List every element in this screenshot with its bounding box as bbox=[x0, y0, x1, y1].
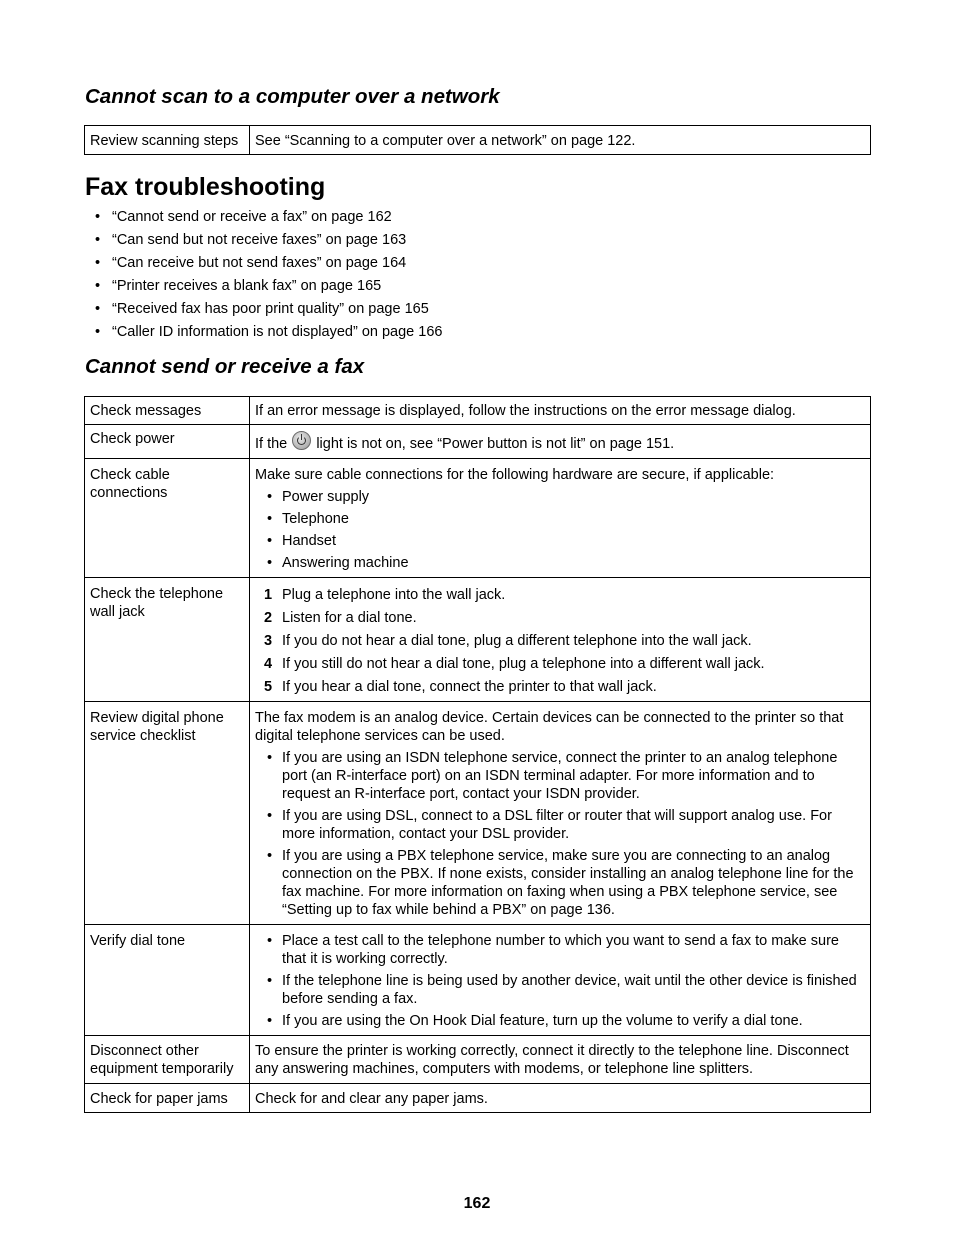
power-button-icon bbox=[292, 431, 311, 450]
row-text: Check for and clear any paper jams. bbox=[250, 1084, 871, 1113]
jack-steps bbox=[255, 586, 865, 696]
list-item[interactable]: • “Cannot send or receive a fax” on page 162 bbox=[95, 207, 442, 230]
row-label: Check power bbox=[85, 425, 250, 459]
row-label: Disconnect other equipment temporarily bbox=[85, 1036, 250, 1084]
row-text bbox=[250, 425, 871, 459]
page-number: 162 bbox=[463, 1195, 491, 1212]
table-row bbox=[85, 578, 871, 702]
list-item: 1 Plug a telephone into the wall jack. bbox=[264, 587, 506, 603]
row-label: Check cable connections bbox=[85, 459, 250, 578]
list-item: • Telephone bbox=[255, 510, 865, 528]
table-row bbox=[85, 1084, 871, 1113]
section-title-send-receive: Cannot send or receive a fax bbox=[85, 355, 365, 378]
list-item: 2 Listen for a dial tone. bbox=[264, 610, 417, 626]
row-text bbox=[250, 925, 871, 1036]
fax-table bbox=[84, 396, 871, 1113]
digital-intro: The fax modem is an analog device. Certain devices can be connected to the printer so that digital telephone services can be used. bbox=[255, 710, 844, 744]
row-label: Check messages bbox=[85, 397, 250, 425]
cable-list bbox=[255, 488, 865, 572]
list-item: • If you are using DSL, connect to a DSL filter or router that will support analog use. For more information, contact your DSL provider. bbox=[255, 807, 865, 843]
row-text: If an error message is displayed, follow the instructions on the error message dialog. bbox=[250, 397, 871, 425]
row-label: Verify dial tone bbox=[85, 925, 250, 1036]
row-label: Check the telephone wall jack bbox=[85, 578, 250, 702]
row-label: Check for paper jams bbox=[85, 1084, 250, 1113]
page-title: Fax troubleshooting bbox=[85, 173, 326, 201]
list-item: • If you are using an ISDN telephone service, connect the printer to an analog telephone port (an R-interface port) on an ISDN terminal adapter. For more information and to request an R-interface port, contact your ISDN provider. bbox=[255, 749, 865, 803]
row-text bbox=[250, 702, 871, 925]
list-item: • Power supply bbox=[255, 488, 865, 506]
list-item[interactable]: • “Can receive but not send faxes” on page 164 bbox=[95, 253, 442, 276]
table-row bbox=[85, 459, 871, 578]
table-row bbox=[85, 126, 871, 155]
section-title-scan: Cannot scan to a computer over a network bbox=[85, 85, 500, 108]
list-item[interactable]: • “Caller ID information is not displayed” on page 166 bbox=[95, 322, 442, 345]
list-item[interactable]: • “Printer receives a blank fax” on page 165 bbox=[95, 276, 442, 299]
list-item: 3 If you do not hear a dial tone, plug a different telephone into the wall jack. bbox=[264, 633, 752, 649]
row-text bbox=[250, 578, 871, 702]
list-item[interactable]: • “Can send but not receive faxes” on page 163 bbox=[95, 230, 442, 253]
row-text: See “Scanning to a computer over a network” on page 122. bbox=[250, 126, 871, 155]
list-item: • If the telephone line is being used by another device, wait until the other device is finished before sending a fax. bbox=[255, 972, 865, 1008]
digital-list bbox=[255, 749, 865, 919]
row-label: Review scanning steps bbox=[85, 126, 250, 155]
table-row bbox=[85, 425, 871, 459]
list-item: • If you are using a PBX telephone service, make sure you are connecting to an analog connection on the PBX. If none exists, consider installing an analog telephone line for the fax machine. For more information on faxing when using a PBX telephone service, see “Setting up to fax while behind a PBX” on page 136. bbox=[255, 847, 865, 919]
fax-topic-list bbox=[95, 207, 442, 345]
row-text: To ensure the printer is working correctly, connect it directly to the telephone line. Disconnect any answering machines, computers with modems, or telephone line splitters. bbox=[250, 1036, 871, 1084]
scan-table bbox=[84, 125, 871, 155]
list-item: • Place a test call to the telephone number to which you want to send a fax to make sure that it is working correctly. bbox=[255, 932, 865, 968]
table-row bbox=[85, 1036, 871, 1084]
row-label: Review digital phone service checklist bbox=[85, 702, 250, 925]
table-row bbox=[85, 925, 871, 1036]
list-item: • If you are using the On Hook Dial feature, turn up the volume to verify a dial tone. bbox=[255, 1012, 865, 1030]
list-item: 5 If you hear a dial tone, connect the printer to that wall jack. bbox=[264, 679, 657, 695]
cable-intro: Make sure cable connections for the following hardware are secure, if applicable: bbox=[255, 467, 775, 483]
list-item: 4 If you still do not hear a dial tone, plug a telephone into a different wall jack. bbox=[264, 656, 765, 672]
list-item[interactable]: • “Received fax has poor print quality” on page 165 bbox=[95, 299, 442, 322]
list-item: • Answering machine bbox=[255, 554, 865, 572]
list-item: • Handset bbox=[255, 532, 865, 550]
dial-tone-list bbox=[255, 932, 865, 1030]
table-row bbox=[85, 702, 871, 925]
power-text-before: If the bbox=[255, 436, 288, 452]
power-text-after: light is not on, see “Power button is not lit” on page 151. bbox=[316, 436, 675, 452]
table-row bbox=[85, 397, 871, 425]
row-text bbox=[250, 459, 871, 578]
